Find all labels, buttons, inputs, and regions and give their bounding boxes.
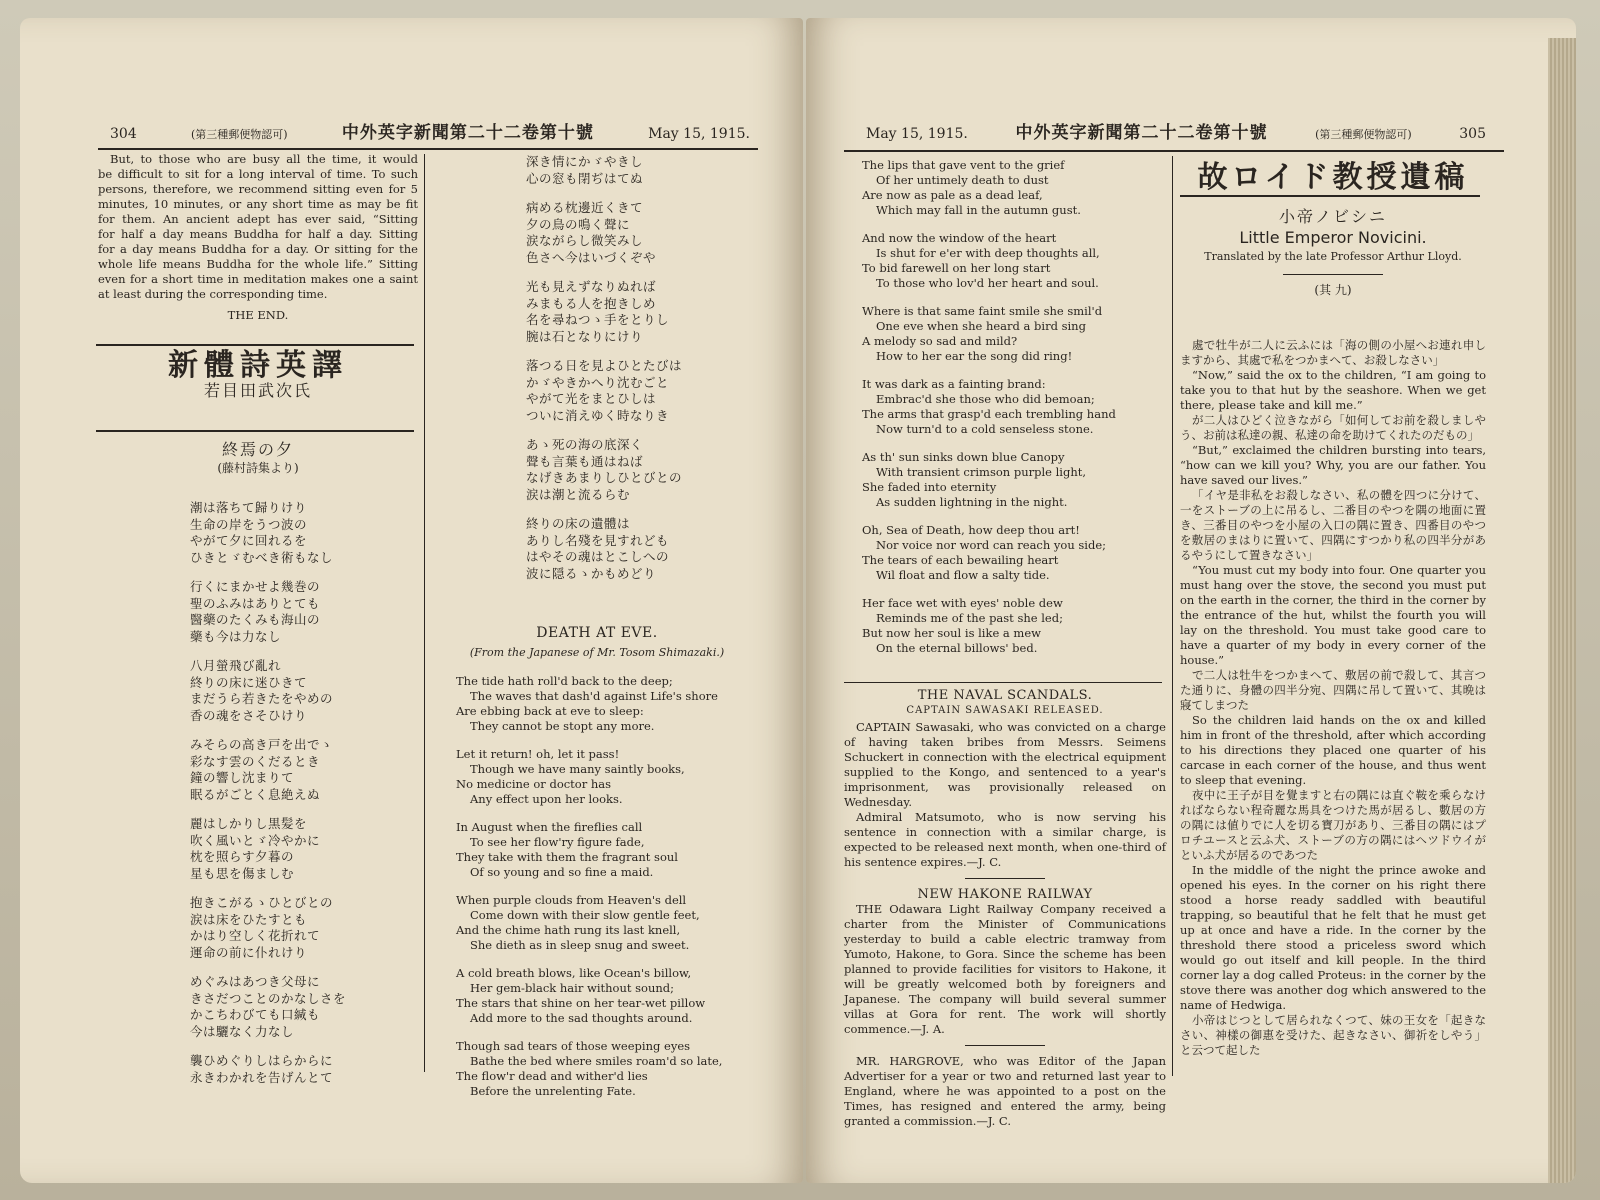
stanza bbox=[456, 1039, 766, 1099]
stanza bbox=[190, 737, 410, 803]
verse-line: To see her flow'ry figure fade, bbox=[470, 835, 645, 849]
section-rule-bottom bbox=[96, 430, 414, 432]
story-text bbox=[1180, 338, 1486, 1058]
railway-headline: NEW HAKONE RAILWAY bbox=[917, 887, 1093, 902]
stanza bbox=[862, 231, 1162, 291]
verse-line: Let it return! oh, let it pass! bbox=[456, 747, 620, 761]
verse-line: ありし名殘を見すれども bbox=[526, 532, 670, 548]
verse-line: 光も見えずなりぬれば bbox=[526, 279, 657, 294]
story-title-en: Little Emperor Novicini. bbox=[1239, 228, 1427, 247]
verse-line: The stars that shine on her tear-wet pillow bbox=[456, 996, 706, 1010]
story-title-jp: 小帝ノビシニ bbox=[1278, 207, 1387, 226]
verse-line: 運命の前に仆れけり bbox=[190, 944, 308, 960]
verse-line: Bathe the bed where smiles roam'd so late, bbox=[470, 1054, 723, 1068]
verse-line: And now the window of the heart bbox=[862, 231, 1057, 245]
story-paragraph: 「イヤ是非私をお殺しなさい、私の體を四つに分けて、一をストーブの上に吊るし、二番目のやつを隅の地面に置き、三番目のやつを小屋の入口の隅に置き、四番目のやつを敷居のまはりに置いて、四隅にすつかり私の四半分があるやうにして置きなさい」 bbox=[1180, 488, 1486, 562]
jp-poem-title: 終焉の夕 bbox=[221, 440, 294, 459]
verse-line: With transient crimson purple light, bbox=[876, 465, 1087, 479]
stanza bbox=[526, 516, 756, 582]
jp-poem-title-block bbox=[98, 442, 418, 476]
verse-line: まだうら若きたをやめの bbox=[190, 691, 334, 706]
stanza bbox=[526, 200, 756, 266]
verse-line: It was dark as a fainting brand: bbox=[862, 377, 1046, 391]
the-end-label: THE END. bbox=[227, 308, 289, 322]
verse-line: How to her ear the song did ring! bbox=[876, 349, 1073, 363]
verse-line: 彩なす雲のくだるとき bbox=[190, 753, 321, 769]
verse-line: One eve when she heard a bird sing bbox=[876, 319, 1086, 333]
verse-line: Any effect upon her looks. bbox=[470, 792, 623, 806]
left-running-head bbox=[110, 118, 750, 143]
verse-line: かゞやきかへり沈むごと bbox=[526, 374, 670, 390]
verse-line: Oh, Sea of Death, how deep thou art! bbox=[862, 523, 1080, 537]
right-running-head bbox=[866, 118, 1486, 143]
stanza bbox=[456, 747, 766, 807]
story-paragraph: 小帝はじつとして居られなくつて、妹の王女を「起きなさい、神樣の御惠を受けた、起きなさい、御祈をしやう」と云つて起した bbox=[1180, 1013, 1486, 1057]
left-date: May 15, 1915. bbox=[648, 126, 750, 142]
verse-line: 麗はしかりし黒髪を bbox=[190, 816, 308, 831]
verse-line: She faded into eternity bbox=[862, 480, 997, 494]
stanza bbox=[862, 304, 1162, 364]
hargrove-separator bbox=[965, 1045, 1045, 1046]
stanza bbox=[190, 895, 410, 961]
verse-line: Are now as pale as a dead leaf, bbox=[862, 188, 1043, 202]
left-page-number: 304 bbox=[110, 126, 137, 142]
right-head-rule bbox=[844, 150, 1504, 152]
verse-line: 終りの床の遺體は bbox=[526, 516, 631, 531]
verse-line: 聖のふみはありとても bbox=[190, 595, 321, 611]
verse-line: A cold breath blows, like Ocean's billow, bbox=[456, 966, 692, 980]
verse-line: Now turn'd to a cold senseless stone. bbox=[876, 422, 1094, 436]
verse-line: かはり空しく花折れて bbox=[190, 928, 321, 943]
meditation-prose bbox=[98, 152, 418, 302]
verse-line: And the chime hath rung its last knell, bbox=[456, 923, 681, 937]
stanza bbox=[456, 820, 766, 880]
stanza bbox=[190, 974, 410, 1040]
page-edge bbox=[1548, 38, 1576, 1183]
verse-line: 醫藥のたくみも海山の bbox=[190, 612, 321, 627]
verse-line: 色さへ今はいづくぞや bbox=[526, 249, 657, 265]
verse-line: やがて夕に回れるを bbox=[190, 533, 308, 548]
left-journal-title: 中外英字新聞第二十二卷第十號 bbox=[341, 123, 594, 143]
story-paragraph: 夜中に王子が目を覺ますと右の隅には直ぐ鞍を乘らなければならない程奇麗な馬具をつけた馬が居るし、數居の方の隅には値りでに人を切る寶刀があり、三番目の隅にはプロチユースと云ふ犬、ストーブの方の隅にはヘツドウイがといふ犬が居るのであつた bbox=[1180, 788, 1486, 862]
verse-line: But now her soul is like a mew bbox=[862, 626, 1041, 640]
en-poem-continued bbox=[862, 158, 1162, 669]
naval-rule bbox=[844, 682, 1162, 683]
verse-line: 落つる日を見よひとたびは bbox=[526, 358, 683, 373]
section-title: 新體詩英譯 bbox=[168, 348, 348, 383]
verse-line: 聲も言葉も通はねば bbox=[526, 453, 644, 469]
naval-paragraph-1: CAPTAIN Sawasaki, who was convicted on a charge of having taken bribes from Messrs. Seimens Schuckert in connection with the electrical equipment supplied to the Kongo, and sentenced to a year's imprisonment, was provisionally released on Wednesday. bbox=[844, 720, 1166, 809]
verse-line: ついに消えゆく時なりき bbox=[526, 407, 670, 423]
stanza bbox=[526, 279, 756, 345]
story-paragraph: “You must cut my body into four. One quarter you must hang over the stove, the second you must put on the earth in the corner, the third in the corner by the entrance of the hut, whilst the fourth you will lay on the threshold. You must take good care to have a quarter of my body in every corner of the house.” bbox=[1180, 563, 1486, 667]
verse-line: Add more to the sad thoughts around. bbox=[470, 1011, 693, 1025]
verse-line: As th' sun sinks down blue Canopy bbox=[862, 450, 1065, 464]
verse-line: Where is that same faint smile she smil'd bbox=[862, 304, 1103, 318]
verse-line: The tide hath roll'd back to the deep; bbox=[456, 674, 673, 688]
verse-line: やがて光をまとひしは bbox=[526, 391, 657, 406]
en-poem-title: DEATH AT EVE. bbox=[536, 625, 658, 641]
verse-line: Of so young and so fine a maid. bbox=[470, 865, 654, 879]
verse-line: 深き情にかゞやきし bbox=[526, 154, 644, 169]
verse-line: Embrac'd she those who did bemoan; bbox=[876, 392, 1095, 406]
right-date: May 15, 1915. bbox=[866, 126, 968, 142]
verse-line: 抱きこがるゝひとびとの bbox=[190, 895, 334, 910]
verse-line: 行くにまかせよ幾巻の bbox=[190, 579, 321, 594]
right-column-rule bbox=[1172, 156, 1173, 1076]
translation-section-header bbox=[98, 348, 418, 400]
right-page bbox=[806, 18, 1576, 1183]
verse-line: 今は驪なく力なし bbox=[190, 1023, 295, 1039]
verse-line: みそらの高き戸を出でゝ bbox=[190, 737, 334, 752]
prose-line: persons, therefore, we recommend sitting even for 5 bbox=[98, 182, 418, 196]
story-heading-rule bbox=[1180, 195, 1480, 197]
translator-name: 若目田武次氏 bbox=[203, 381, 312, 400]
story-header bbox=[1180, 160, 1486, 298]
story-paragraph: “Now,” said the ox to the children, “I am going to take you to that hut by the seashore. When we get there, please take and kill me.” bbox=[1180, 368, 1486, 412]
verse-line: 星も思を傷ましむ bbox=[190, 865, 295, 881]
prose-line: at least during the corresponding time. bbox=[98, 287, 328, 301]
verse-line: 藥も今は力なし bbox=[190, 628, 282, 644]
story-paragraph: で二人は牡牛をつかまへて、敷居の前で殺して、其言つた通りに、身體の四半分宛、四隅に吊して置いて、其晩は寢てしまつた bbox=[1180, 668, 1486, 712]
verse-line: In August when the fireflies call bbox=[456, 820, 643, 834]
right-page-number: 305 bbox=[1459, 126, 1486, 142]
stanza bbox=[862, 450, 1162, 510]
verse-line: The tears of each bewailing heart bbox=[862, 553, 1059, 567]
story-part-label: (其 九) bbox=[1314, 283, 1352, 297]
stanza bbox=[456, 966, 766, 1026]
verse-line: 腕は石となりにけり bbox=[526, 328, 644, 344]
verse-line: Which may fall in the autumn gust. bbox=[876, 203, 1081, 217]
verse-line: 心の窓も閉ぢはてぬ bbox=[526, 170, 644, 186]
verse-line: To those who lov'd her heart and soul. bbox=[876, 276, 1099, 290]
verse-line: はやその魂はとこしへの bbox=[526, 549, 670, 564]
verse-line: 潮は落ちて歸りけり bbox=[190, 500, 307, 515]
stanza bbox=[862, 523, 1162, 583]
naval-paragraph-2: Admiral Matsumoto, who is now serving his sentence in connection with a similar charge, is expected to be released next month, when one-third of his sentence expires.—J. C. bbox=[844, 810, 1166, 869]
prose-line: for a day means Buddha for a day. Or sitting for the bbox=[98, 242, 418, 256]
verse-line: They take with them the fragrant soul bbox=[456, 850, 678, 864]
section-rule-top bbox=[96, 344, 414, 346]
verse-line: 波に隠るゝかもめどり bbox=[526, 565, 657, 581]
verse-line: Her gem-black hair without sound; bbox=[470, 981, 675, 995]
story-paragraph: “But,” exclaimed the children bursting into tears, “how can we kill you? Why, you are our father. You have saved our lives.” bbox=[1180, 443, 1486, 487]
en-poem-verses bbox=[456, 674, 766, 1112]
verse-line: ひきとゞむべき術もなし bbox=[190, 549, 334, 565]
stanza bbox=[190, 816, 410, 882]
verse-line: Though sad tears of those weeping eyes bbox=[456, 1039, 691, 1053]
jp-poem-source: (藤村詩集より) bbox=[217, 461, 299, 475]
railway-separator bbox=[965, 878, 1045, 879]
verse-line: 八月螢飛び亂れ bbox=[190, 658, 282, 673]
verse-line: Is shut for e'er with deep thoughts all, bbox=[876, 246, 1100, 260]
jp-poem-part-2 bbox=[526, 154, 756, 595]
verse-line: The waves that dash'd against Life's shore bbox=[470, 689, 718, 703]
verse-line: 涙は床をひたすとも bbox=[190, 911, 308, 927]
verse-line: Before the unrelenting Fate. bbox=[470, 1084, 636, 1098]
stanza bbox=[190, 500, 410, 566]
verse-line: Though we have many saintly books, bbox=[470, 762, 685, 776]
verse-line: 吹く風いとゞ冷やかに bbox=[190, 832, 321, 848]
left-page bbox=[20, 18, 803, 1183]
verse-line: 香の魂をさそひけり bbox=[190, 707, 308, 723]
stanza bbox=[456, 674, 766, 734]
prose-line: be difficult to sit for a long interval of time. To such bbox=[98, 167, 418, 181]
prose-line: whole life means Buddha for the whole life.” Sitting bbox=[98, 257, 418, 271]
story-title-separator bbox=[1283, 274, 1383, 275]
verse-line: The flow'r dead and wither'd lies bbox=[456, 1069, 648, 1083]
stanza bbox=[862, 596, 1162, 656]
verse-line: 枕を照らす夕暮の bbox=[190, 849, 295, 864]
verse-line: The lips that gave vent to the grief bbox=[862, 158, 1065, 172]
left-column-rule bbox=[424, 154, 425, 1072]
hargrove-paragraph: MR. HARGROVE, who was Editor of the Japan Advertiser for a year or two and returned last year to England, where he was appointed to a post on the Times, has resigned and entered the army, being granted a commission.—J. C. bbox=[844, 1054, 1166, 1128]
jp-poem-part-1 bbox=[190, 500, 410, 1099]
verse-line: なげきあまりしひとびとの bbox=[526, 470, 683, 485]
prose-line: even for a short time in meditation makes one a saint bbox=[98, 272, 418, 286]
verse-line: 鐘の響し沈まりて bbox=[190, 770, 295, 785]
verse-line: 生命の岸をうつ波の bbox=[190, 516, 308, 532]
right-permit-notice: (第三種郵便物認可) bbox=[1315, 128, 1412, 141]
naval-subhead: CAPTAIN SAWASAKI RELEASED. bbox=[906, 705, 1104, 716]
story-paragraph: So the children laid hands on the ox and killed him in front of the threshold, after which according to his directions they placed one quarter of his carcase in each corner of the house, and thus went to sleep that evening. bbox=[1180, 713, 1486, 787]
left-head-rule bbox=[98, 148, 758, 150]
stanza bbox=[862, 158, 1162, 218]
en-poem-title-block bbox=[432, 626, 762, 660]
story-heading: 故ロイド教授遺稿 bbox=[1197, 160, 1469, 195]
verse-line: They cannot be stopt any more. bbox=[470, 719, 655, 733]
verse-line: Wil float and flow a salty tide. bbox=[876, 568, 1050, 582]
verse-line: 終りの床に迷ひきて bbox=[190, 674, 308, 690]
right-journal-title: 中外英字新聞第二十二卷第十號 bbox=[1015, 123, 1268, 143]
naval-scandals-article bbox=[844, 688, 1166, 1129]
verse-line: 名を尋ねつゝ手をとりし bbox=[526, 312, 670, 327]
prose-line: minutes, 10 minutes, or any short time as may be fit bbox=[98, 197, 418, 211]
story-translator: Translated by the late Professor Arthur Lloyd. bbox=[1204, 250, 1462, 263]
verse-line: 病める枕邊近くきて bbox=[526, 200, 644, 215]
stanza bbox=[456, 893, 766, 953]
verse-line: きさだつことのかなしさを bbox=[190, 990, 347, 1006]
verse-line: Her face wet with eyes' noble dew bbox=[862, 596, 1063, 610]
railway-paragraph: THE Odawara Light Railway Company received a charter from the Minister of Communications yesterday to build a cable electric tramway from Yumoto, Hakone, to Gora. Since the scheme has been planned to provide facilities for visitors to Hakone, it will be greatly welcomed both by foreigners and Japanese. The company will build several summer villas at Gora for rent. The work will shortly commence.—J. A. bbox=[844, 902, 1166, 1036]
verse-line: 涙は潮と流るらむ bbox=[526, 486, 631, 502]
stanza bbox=[862, 377, 1162, 437]
naval-headline: THE NAVAL SCANDALS. bbox=[917, 688, 1093, 703]
verse-line: She dieth as in sleep snug and sweet. bbox=[470, 938, 690, 952]
en-poem-subtitle: (From the Japanese of Mr. Tosom Shimazaki.) bbox=[469, 646, 725, 659]
stanza bbox=[526, 154, 756, 187]
verse-line: Reminds me of the past she led; bbox=[876, 611, 1063, 625]
verse-line: 夕の鳥の鳴く聲に bbox=[526, 216, 631, 232]
verse-line: Nor voice nor word can reach you side; bbox=[876, 538, 1107, 552]
stanza bbox=[526, 358, 756, 424]
verse-line: 涙ながらし微笑みし bbox=[526, 233, 644, 248]
verse-line: あゝ死の海の底深く bbox=[526, 437, 644, 452]
verse-line: めぐみはあつき父母に bbox=[190, 974, 321, 989]
verse-line: No medicine or doctor has bbox=[456, 777, 612, 791]
left-permit-notice: (第三種郵便物認可) bbox=[191, 128, 288, 141]
prose-line: for half a day means Buddha for half a day. Sitting bbox=[98, 227, 418, 241]
verse-line: みまもる人を抱きしめ bbox=[526, 295, 657, 311]
story-paragraph: が二人はひどく泣きながら「如何してお前を殺しましやう、お前は私達の親、私達の命を助けてくれたのだもの」 bbox=[1180, 413, 1486, 442]
verse-line: 永きわかれを告げんとて bbox=[190, 1069, 334, 1085]
prose-line: for them. An ancient adept has ever said, “Sitting bbox=[98, 212, 418, 226]
verse-line: Of her untimely death to dust bbox=[876, 173, 1049, 187]
verse-line: 眠るがごとく息絶えぬ bbox=[190, 786, 321, 802]
prose-line: But, to those who are busy all the time, it would bbox=[110, 152, 418, 166]
story-paragraph: In the middle of the night the prince awoke and opened his eyes. In the corner on his right there stood a horse ready saddled with beautiful trapping, so beautiful that he felt that he must get up at once and have a ride. In the corner by the threshold there stood a priceless sword which would go out itself and kill people. In the third corner lay a dog called Proteus: in the corner by the stove there was another dog which answered to the name of Hedwiga. bbox=[1180, 863, 1486, 1012]
verse-line: かこちわびても口緘も bbox=[190, 1007, 321, 1022]
verse-line: Come down with their slow gentle feet, bbox=[470, 908, 700, 922]
verse-line: To bid farewell on her long start bbox=[862, 261, 1051, 275]
stanza bbox=[526, 437, 756, 503]
verse-line: A melody so sad and mild? bbox=[862, 334, 1018, 348]
verse-line: When purple clouds from Heaven's dell bbox=[456, 893, 687, 907]
verse-line: 襲ひめぐりしはらからに bbox=[190, 1053, 334, 1068]
story-paragraph: 處で牡牛が二人に云ふには「海の側の小屋へお連れ申しますから、其處で私をつかまへて、お殺しなさい」 bbox=[1180, 338, 1486, 367]
verse-line: On the eternal billows' bed. bbox=[876, 641, 1038, 655]
meditation-article-end bbox=[98, 152, 418, 323]
stanza bbox=[190, 1053, 410, 1086]
verse-line: As sudden lightning in the night. bbox=[876, 495, 1068, 509]
verse-line: The arms that grasp'd each trembling hand bbox=[862, 407, 1116, 421]
stanza bbox=[190, 579, 410, 645]
stanza bbox=[190, 658, 410, 724]
verse-line: Are ebbing back at eve to sleep: bbox=[456, 704, 644, 718]
